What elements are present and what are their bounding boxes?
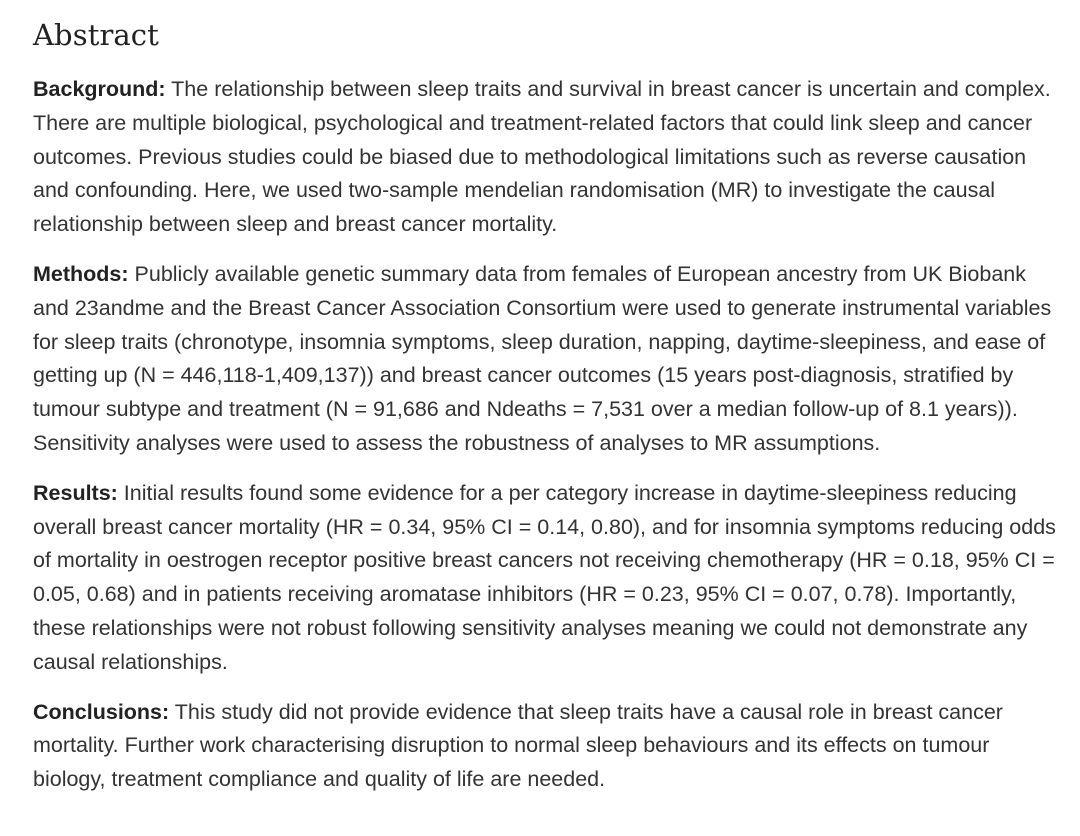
conclusions-section (33, 696, 1063, 797)
methods-label: Methods: (33, 261, 129, 286)
methods-section (33, 258, 1063, 461)
results-label: Results: (33, 480, 118, 505)
results-section (33, 477, 1063, 680)
results-text: Initial results found some evidence for a per category increase in daytime-sleepiness reducing overall breast cancer mortality (HR = 0.34, 95% CI = 0.14, 0.80), and for insomnia symptoms reducing odds of mortality in oestrogen receptor positive breast cancers not receiving chemotherapy (HR = 0.18, 95% CI = 0.05, 0.68) and in patients receiving aromatase inhibitors (HR = 0.23, 95% CI = 0.07, 0.78). Importantly, these relationships were not robust following sensitivity analyses meaning we could not demonstrate any causal relationships. (33, 480, 1056, 674)
methods-text: Publicly available genetic summary data from females of European ancestry from UK Biobank and 23andme and the Breast Cancer Association Consortium were used to generate instrumental variables for sleep traits (chronotype, insomnia symptoms, sleep duration, napping, daytime-sleepiness, and ease of getting up (N = 446,118-1,409,137)) and breast cancer outcomes (15 years post-diagnosis, stratified by tumour subtype and treatment (N = 91,686 and Ndeaths = 7,531 over a median follow-up of 8.1 years)). Sensitivity analyses were used to assess the robustness of analyses to MR assumptions. (33, 261, 1052, 455)
background-section (33, 73, 1063, 242)
background-text: The relationship between sleep traits and survival in breast cancer is uncertain and complex. There are multiple biological, psychological and treatment-related factors that could link sleep and cancer outcomes. Previous studies could be biased due to methodological limitations such as reverse causation and confounding. Here, we used two-sample mendelian randomisation (MR) to investigate the causal relationship between sleep and breast cancer mortality. (33, 77, 1051, 237)
conclusions-label: Conclusions: (33, 699, 170, 724)
conclusions-text: This study did not provide evidence that sleep traits have a causal role in breast cancer mortality. Further work characterising disruption to normal sleep behaviours and its effects on tumour biology, treatment compliance and quality of life are needed. (33, 699, 1003, 792)
abstract (33, 14, 1063, 813)
background-label: Background: (33, 77, 166, 101)
abstract-title: Abstract (33, 18, 159, 52)
